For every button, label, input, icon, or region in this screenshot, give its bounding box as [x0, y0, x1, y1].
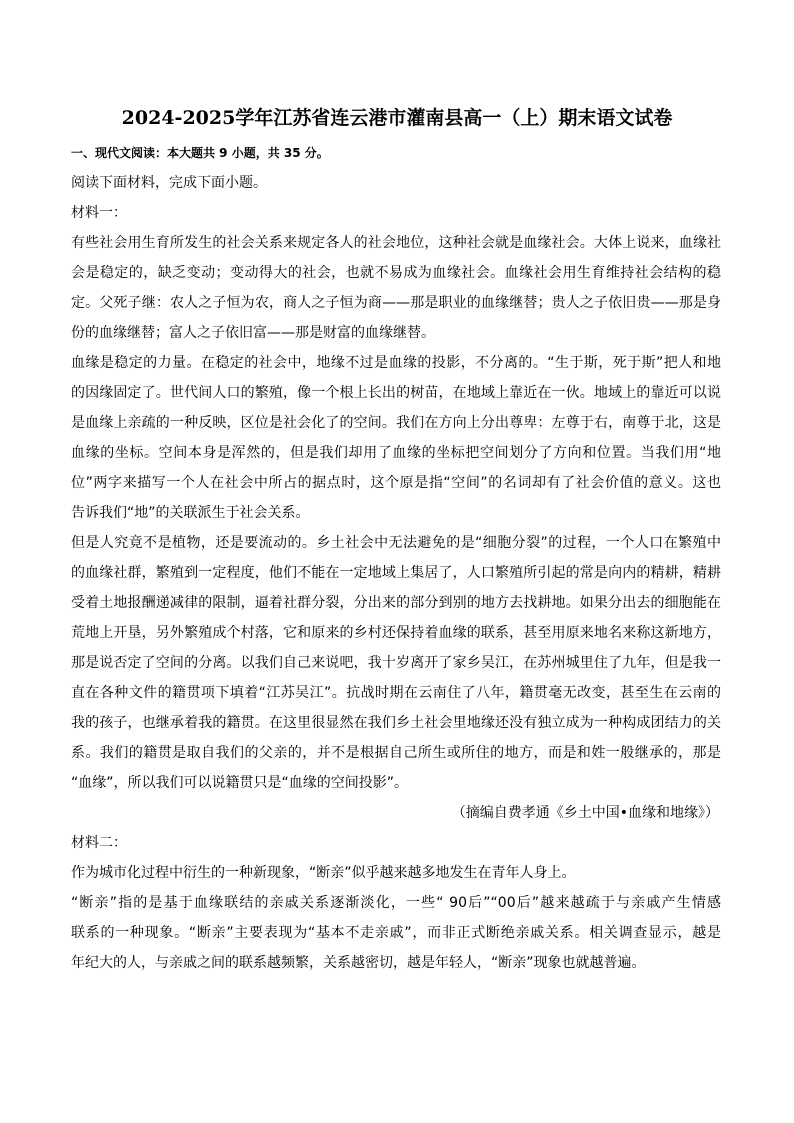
paragraph-line: 是血缘上亲疏的一种反映，区位是社会化了的空间。我们在方向上分出尊卑：左尊于右，南尊于北，这是: [71, 415, 721, 431]
material-two-paragraph-2: [71, 888, 721, 978]
reading-instruction: 阅读下面材料，完成下面小题。: [71, 175, 267, 191]
paragraph-line: 系。我们的籍贯是取自我们的父亲的，并不是根据自己所生或所住的地方，而是和姓一般继承的，那是: [71, 745, 721, 761]
material-two-label: 材料二：: [71, 835, 127, 851]
paragraph-line: 定。父死子继：农人之子恒为农，商人之子恒为商——那是职业的血缘继替；贵人之子依旧贵——那是身: [71, 295, 721, 311]
paragraph-line: 但是人究竟不是植物，还是要流动的。乡土社会中无法避免的是“细胞分裂”的过程，一个人口在繁殖中: [71, 535, 721, 551]
material-one-source: （摘编自费孝通《乡土中国•血缘和地缘》）: [451, 805, 719, 821]
material-one-paragraph-2: [71, 348, 721, 528]
paragraph-line: “断亲”指的是基于血缘联结的亲戚关系逐渐淡化，一些“ 90后”“00后”越来越疏于与亲戚产生情感: [71, 895, 721, 911]
paragraph-line: 受着土地报酬递减律的限制，逼着社群分裂，分出来的部分到别的地方去找耕地。如果分出去的细胞能在: [71, 595, 721, 611]
paragraph-line: 有些社会用生育所发生的社会关系来规定各人的社会地位，这种社会就是血缘社会。大体上说来，血缘社: [71, 235, 721, 251]
paragraph-line: 荒地上开垦，另外繁殖成个村落，它和原来的乡村还保持着血缘的联系，甚至用原来地名来称这新地方，: [71, 625, 721, 641]
paragraph-line: 年纪大的人，与亲戚之间的联系越频繁，关系越密切，越是年轻人，“断亲”现象也就越普遍。: [71, 955, 646, 971]
paragraph-line: 联系的一种现象。“断亲”主要表现为“基本不走亲戚”，而非正式断绝亲戚关系。相关调查显示，越是: [71, 925, 721, 941]
paragraph-line: 的血缘社群，繁殖到一定程度，他们不能在一定地域上集居了，人口繁殖所引起的常是向内的精耕，精耕: [71, 565, 721, 581]
paragraph-line: 直在各种文件的籍贯项下填着“江苏吴江”。抗战时期在云南住了八年，籍贯毫无改变，甚至生在云南的: [71, 685, 721, 701]
material-one-paragraph-3: [71, 528, 721, 798]
paragraph-line: 血缘的坐标。空间本身是浑然的，但是我们却用了血缘的坐标把空间划分了方向和位置。当我们用“地: [71, 445, 721, 461]
paragraph-line: 作为城市化过程中衍生的一种新现象，“断亲”似乎越来越多地发生在青年人身上。: [71, 865, 576, 881]
material-two-paragraph-1: [71, 858, 721, 888]
material-one-label: 材料一：: [71, 205, 127, 221]
paragraph-line: 血缘是稳定的力量。在稳定的社会中，地缘不过是血缘的投影，不分离的。“生于斯，死于斯”把人和地: [71, 355, 721, 371]
paragraph-line: 位”两字来描写一个人在社会中所占的据点时，这个原是指“空间”的名词却有了社会价值的意义。这也: [71, 475, 721, 491]
page-content: [71, 143, 721, 978]
exam-title: 2024-2025学年江苏省连云港市灌南县高一（上）期末语文试卷: [121, 107, 673, 129]
paragraph-line: 的因缘固定了。世代间人口的繁殖，像一个根上长出的树苗，在地域上靠近在一伙。地域上的靠近可以说: [71, 385, 721, 401]
section-heading: 一、现代文阅读：本大题共 9 小题，共 35 分。: [71, 146, 329, 160]
paragraph-line: 会是稳定的，缺乏变动；变动得大的社会，也就不易成为血缘社会。血缘社会用生育维持社会结构的稳: [71, 265, 721, 281]
paragraph-line: 份的血缘继替；富人之子依旧富——那是财富的血缘继替。: [71, 325, 435, 341]
paragraph-line: “血缘”，所以我们可以说籍贯只是“血缘的空间投影”。: [71, 775, 409, 791]
paragraph-line: 那是说否定了空间的分离。以我们自己来说吧，我十岁离开了家乡吴江，在苏州城里住了九年，但是我一: [71, 655, 721, 671]
paragraph-line: 告诉我们“地”的关联派生于社会关系。: [71, 505, 310, 521]
paragraph-line: 我的孩子，也继承着我的籍贯。在这里很显然在我们乡土社会里地缘还没有独立成为一种构成团结力的关: [71, 715, 721, 731]
material-one-paragraph-1: [71, 228, 721, 348]
